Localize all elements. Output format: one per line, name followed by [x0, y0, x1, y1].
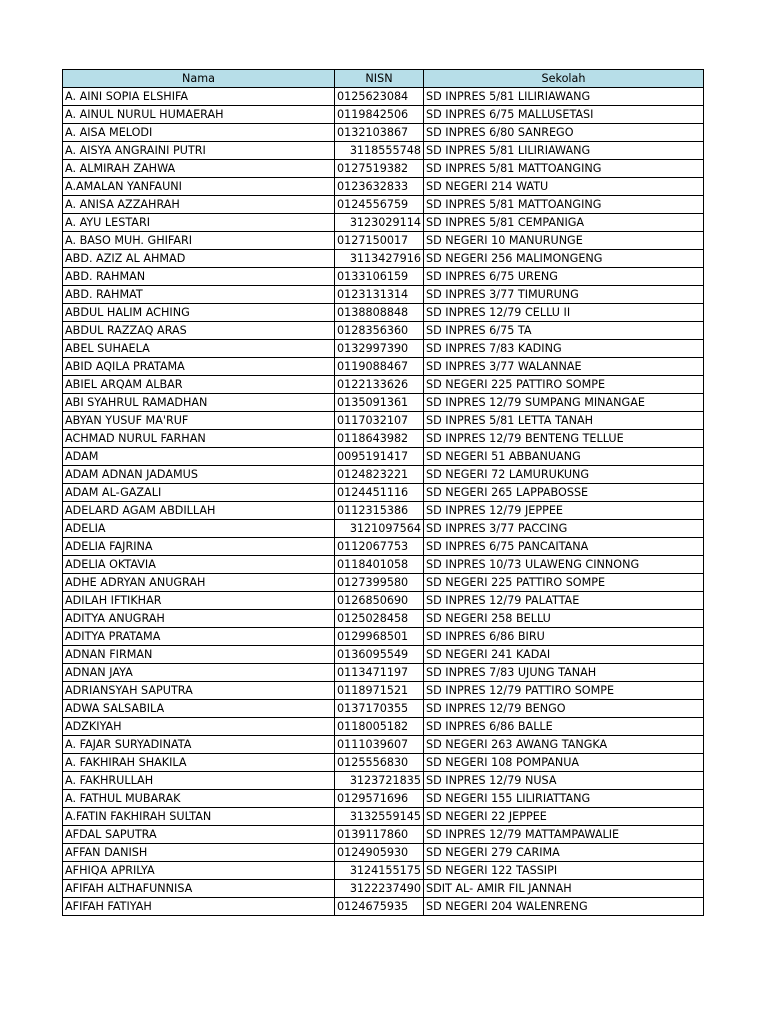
table-row [63, 898, 704, 916]
cell-nisn[interactable]: 0138808848 [335, 304, 424, 322]
cell-sekolah[interactable]: SD INPRES 3/77 TIMURUNG [424, 286, 704, 304]
table-row [63, 142, 704, 160]
cell-sekolah[interactable]: SD INPRES 6/75 PANCAITANA [424, 538, 704, 556]
cell-nama[interactable]: ADITYA PRATAMA [63, 628, 335, 646]
cell-nisn[interactable]: 0127519382 [335, 160, 424, 178]
cell-sekolah[interactable]: SD INPRES 12/79 BENTENG TELLUE [424, 430, 704, 448]
cell-nama[interactable]: AFIFAH ALTHAFUNNISA [63, 880, 335, 898]
table-row [63, 178, 704, 196]
table-row [63, 448, 704, 466]
cell-nisn[interactable]: 0136095549 [335, 646, 424, 664]
table-row [63, 484, 704, 502]
cell-nisn[interactable]: 0125556830 [335, 754, 424, 772]
cell-sekolah[interactable]: SD INPRES 12/79 PALATTAE [424, 592, 704, 610]
cell-sekolah[interactable]: SD INPRES 5/81 LETTA TANAH [424, 412, 704, 430]
table-row [63, 106, 704, 124]
cell-sekolah[interactable]: SD NEGERI 204 WALENRENG [424, 898, 704, 916]
column-header-nama[interactable]: Nama [63, 70, 335, 88]
cell-nisn[interactable]: 0129571696 [335, 790, 424, 808]
cell-nisn[interactable]: 0111039607 [335, 736, 424, 754]
cell-sekolah[interactable]: SD INPRES 6/75 TA [424, 322, 704, 340]
cell-sekolah[interactable]: SD INPRES 5/81 MATTOANGING [424, 196, 704, 214]
table-row [63, 268, 704, 286]
cell-sekolah[interactable]: SD INPRES 7/83 UJUNG TANAH [424, 664, 704, 682]
cell-nisn[interactable]: 0133106159 [335, 268, 424, 286]
table-row [63, 520, 704, 538]
cell-nisn[interactable]: 0124556759 [335, 196, 424, 214]
cell-sekolah[interactable]: SD INPRES 12/79 PATTIRO SOMPE [424, 682, 704, 700]
cell-sekolah[interactable]: SD NEGERI 155 LILIRIATTANG [424, 790, 704, 808]
cell-nama[interactable]: A. AYU LESTARI [63, 214, 335, 232]
cell-sekolah[interactable]: SD NEGERI 72 LAMURUKUNG [424, 466, 704, 484]
table-row [63, 646, 704, 664]
cell-sekolah[interactable]: SD INPRES 6/86 BIRU [424, 628, 704, 646]
cell-nisn[interactable]: 3118555748 [335, 142, 424, 160]
table-row [63, 772, 704, 790]
cell-nisn[interactable]: 0127399580 [335, 574, 424, 592]
cell-nisn[interactable]: 0137170355 [335, 700, 424, 718]
table-row [63, 880, 704, 898]
cell-sekolah[interactable]: SD NEGERI 263 AWANG TANGKA [424, 736, 704, 754]
cell-nama[interactable]: AFIFAH FATIYAH [63, 898, 335, 916]
cell-nisn[interactable]: 0095191417 [335, 448, 424, 466]
cell-sekolah[interactable]: SD NEGERI 256 MALIMONGENG [424, 250, 704, 268]
cell-nama[interactable]: A. ALMIRAH ZAHWA [63, 160, 335, 178]
header-row [63, 70, 704, 88]
table-row [63, 826, 704, 844]
cell-nama[interactable]: AFHIQA APRILYA [63, 862, 335, 880]
column-header-sekolah[interactable]: Sekolah [424, 70, 704, 88]
cell-nisn[interactable]: 0132997390 [335, 340, 424, 358]
cell-nisn[interactable]: 0117032107 [335, 412, 424, 430]
cell-nama[interactable]: AFFAN DANISH [63, 844, 335, 862]
cell-nama[interactable]: ADELIA OKTAVIA [63, 556, 335, 574]
cell-nama[interactable]: A. BASO MUH. GHIFARI [63, 232, 335, 250]
cell-sekolah[interactable]: SD INPRES 12/79 MATTAMPAWALIE [424, 826, 704, 844]
cell-nisn[interactable]: 3113427916 [335, 250, 424, 268]
cell-nama[interactable]: A. FAKHIRAH SHAKILA [63, 754, 335, 772]
cell-nama[interactable]: ADAM [63, 448, 335, 466]
table-row [63, 196, 704, 214]
cell-nisn[interactable]: 0118401058 [335, 556, 424, 574]
cell-nisn[interactable]: 0135091361 [335, 394, 424, 412]
cell-sekolah[interactable]: SD NEGERI 122 TASSIPI [424, 862, 704, 880]
cell-sekolah[interactable]: SDIT AL- AMIR FIL JANNAH [424, 880, 704, 898]
cell-nama[interactable]: ADNAN FIRMAN [63, 646, 335, 664]
cell-nama[interactable]: ADELIA [63, 520, 335, 538]
table-row [63, 592, 704, 610]
table-row [63, 466, 704, 484]
cell-sekolah[interactable]: SD INPRES 5/81 CEMPANIGA [424, 214, 704, 232]
cell-nisn[interactable]: 0124675935 [335, 898, 424, 916]
cell-nama[interactable]: A. AISA MELODI [63, 124, 335, 142]
cell-nama[interactable]: ADAM AL-GAZALI [63, 484, 335, 502]
table-row [63, 160, 704, 178]
cell-sekolah[interactable]: SD INPRES 5/81 LILIRIAWANG [424, 142, 704, 160]
cell-nisn[interactable]: 0129968501 [335, 628, 424, 646]
cell-nisn[interactable]: 0119842506 [335, 106, 424, 124]
table-row [63, 304, 704, 322]
cell-nama[interactable]: ADILAH IFTIKHAR [63, 592, 335, 610]
table-row [63, 376, 704, 394]
table-row [63, 556, 704, 574]
table-row [63, 502, 704, 520]
cell-nama[interactable]: ADRIANSYAH SAPUTRA [63, 682, 335, 700]
column-header-nisn[interactable]: NISN [335, 70, 424, 88]
cell-sekolah[interactable]: SD NEGERI 258 BELLU [424, 610, 704, 628]
cell-nama[interactable]: A.FATIN FAKHIRAH SULTAN [63, 808, 335, 826]
cell-nisn[interactable]: 3132559145 [335, 808, 424, 826]
table-row [63, 340, 704, 358]
cell-sekolah[interactable]: SD NEGERI 214 WATU [424, 178, 704, 196]
cell-nisn[interactable]: 0112067753 [335, 538, 424, 556]
cell-sekolah[interactable]: SD NEGERI 225 PATTIRO SOMPE [424, 574, 704, 592]
table-row [63, 430, 704, 448]
table-row [63, 412, 704, 430]
cell-nama[interactable]: ADITYA ANUGRAH [63, 610, 335, 628]
cell-sekolah[interactable]: SD NEGERI 279 CARIMA [424, 844, 704, 862]
cell-nama[interactable]: ABDUL RAZZAQ ARAS [63, 322, 335, 340]
table-row [63, 682, 704, 700]
cell-nama[interactable]: A. FAKHRULLAH [63, 772, 335, 790]
cell-nisn[interactable]: 0118971521 [335, 682, 424, 700]
cell-nisn[interactable]: 0127150017 [335, 232, 424, 250]
cell-nama[interactable]: A. FAJAR SURYADINATA [63, 736, 335, 754]
table-row [63, 736, 704, 754]
table-row [63, 628, 704, 646]
cell-sekolah[interactable]: SD NEGERI 265 LAPPABOSSE [424, 484, 704, 502]
cell-nama[interactable]: ABEL SUHAELA [63, 340, 335, 358]
cell-nisn[interactable]: 0126850690 [335, 592, 424, 610]
cell-nama[interactable]: ABI SYAHRUL RAMADHAN [63, 394, 335, 412]
cell-sekolah[interactable]: SD INPRES 12/79 BENGO [424, 700, 704, 718]
cell-nama[interactable]: AFDAL SAPUTRA [63, 826, 335, 844]
cell-nama[interactable]: ADZKIYAH [63, 718, 335, 736]
table-row [63, 322, 704, 340]
cell-nisn[interactable]: 0124451116 [335, 484, 424, 502]
cell-nama[interactable]: ABDUL HALIM ACHING [63, 304, 335, 322]
cell-nisn[interactable]: 0119088467 [335, 358, 424, 376]
cell-sekolah[interactable]: SD NEGERI 225 PATTIRO SOMPE [424, 376, 704, 394]
cell-nama[interactable]: ADHE ADRYAN ANUGRAH [63, 574, 335, 592]
cell-nama[interactable]: A. ANISA AZZAHRAH [63, 196, 335, 214]
table-row [63, 232, 704, 250]
cell-nisn[interactable]: 0123632833 [335, 178, 424, 196]
student-table [62, 69, 704, 916]
cell-nisn[interactable]: 0123131314 [335, 286, 424, 304]
table-row [63, 862, 704, 880]
cell-nama[interactable]: ABYAN YUSUF MA'RUF [63, 412, 335, 430]
table-row [63, 394, 704, 412]
cell-sekolah[interactable]: SD INPRES 6/75 MALLUSETASI [424, 106, 704, 124]
cell-nama[interactable]: ABIEL ARQAM ALBAR [63, 376, 335, 394]
cell-sekolah[interactable]: SD INPRES 5/81 LILIRIAWANG [424, 88, 704, 106]
cell-nama[interactable]: A. AINI SOPIA ELSHIFA [63, 88, 335, 106]
cell-nisn[interactable]: 3121097564 [335, 520, 424, 538]
cell-sekolah[interactable]: SD NEGERI 108 POMPANUA [424, 754, 704, 772]
cell-sekolah[interactable]: SD INPRES 5/81 MATTOANGING [424, 160, 704, 178]
table-row [63, 610, 704, 628]
cell-nisn[interactable]: 0125028458 [335, 610, 424, 628]
cell-nama[interactable]: ACHMAD NURUL FARHAN [63, 430, 335, 448]
cell-nama[interactable]: ABD. RAHMAT [63, 286, 335, 304]
cell-sekolah[interactable]: SD INPRES 3/77 PACCING [424, 520, 704, 538]
cell-nama[interactable]: A. AINUL NURUL HUMAERAH [63, 106, 335, 124]
table-row [63, 358, 704, 376]
cell-sekolah[interactable]: SD NEGERI 22 JEPPEE [424, 808, 704, 826]
cell-nama[interactable]: ABD. RAHMAN [63, 268, 335, 286]
table-row [63, 538, 704, 556]
cell-nama[interactable]: ADAM ADNAN JADAMUS [63, 466, 335, 484]
cell-nama[interactable]: A. FATHUL MUBARAK [63, 790, 335, 808]
table-row [63, 88, 704, 106]
cell-sekolah[interactable]: SD INPRES 12/79 JEPPEE [424, 502, 704, 520]
cell-nama[interactable]: ADELARD AGAM ABDILLAH [63, 502, 335, 520]
cell-nama[interactable]: A. AISYA ANGRAINI PUTRI [63, 142, 335, 160]
spreadsheet [62, 69, 703, 916]
cell-nisn[interactable]: 0132103867 [335, 124, 424, 142]
table-row [63, 214, 704, 232]
cell-nisn[interactable]: 0118643982 [335, 430, 424, 448]
cell-sekolah[interactable]: SD NEGERI 51 ABBANUANG [424, 448, 704, 466]
cell-sekolah[interactable]: SD INPRES 3/77 WALANNAE [424, 358, 704, 376]
table-row [63, 808, 704, 826]
table-row [63, 844, 704, 862]
cell-nama[interactable]: ADNAN JAYA [63, 664, 335, 682]
cell-sekolah[interactable]: SD INPRES 7/83 KADING [424, 340, 704, 358]
cell-sekolah[interactable]: SD NEGERI 241 KADAI [424, 646, 704, 664]
table-row [63, 664, 704, 682]
table-row [63, 718, 704, 736]
cell-nama[interactable]: ABD. AZIZ AL AHMAD [63, 250, 335, 268]
cell-nama[interactable]: A.AMALAN YANFAUNI [63, 178, 335, 196]
cell-nisn[interactable]: 0122133626 [335, 376, 424, 394]
cell-nisn[interactable]: 0112315386 [335, 502, 424, 520]
cell-sekolah[interactable]: SD INPRES 12/79 CELLU II [424, 304, 704, 322]
cell-sekolah[interactable]: SD NEGERI 10 MANURUNGE [424, 232, 704, 250]
table-row [63, 124, 704, 142]
cell-nisn[interactable]: 0125623084 [335, 88, 424, 106]
cell-nama[interactable]: ABID AQILA PRATAMA [63, 358, 335, 376]
cell-nisn[interactable]: 3124155175 [335, 862, 424, 880]
cell-nisn[interactable]: 0118005182 [335, 718, 424, 736]
table-row [63, 754, 704, 772]
table-row [63, 790, 704, 808]
cell-sekolah[interactable]: SD INPRES 6/80 SANREGO [424, 124, 704, 142]
cell-sekolah[interactable]: SD INPRES 12/79 NUSA [424, 772, 704, 790]
table-row [63, 250, 704, 268]
cell-nisn[interactable]: 3123029114 [335, 214, 424, 232]
table-row [63, 700, 704, 718]
cell-nisn[interactable]: 0124905930 [335, 844, 424, 862]
cell-nisn[interactable]: 0124823221 [335, 466, 424, 484]
cell-nisn[interactable]: 0139117860 [335, 826, 424, 844]
cell-sekolah[interactable]: SD INPRES 6/75 URENG [424, 268, 704, 286]
cell-nisn[interactable]: 3122237490 [335, 880, 424, 898]
table-row [63, 574, 704, 592]
cell-nama[interactable]: ADELIA FAJRINA [63, 538, 335, 556]
cell-sekolah[interactable]: SD INPRES 6/86 BALLE [424, 718, 704, 736]
cell-sekolah[interactable]: SD INPRES 10/73 ULAWENG CINNONG [424, 556, 704, 574]
cell-nisn[interactable]: 3123721835 [335, 772, 424, 790]
cell-nisn[interactable]: 0113471197 [335, 664, 424, 682]
cell-sekolah[interactable]: SD INPRES 12/79 SUMPANG MINANGAE [424, 394, 704, 412]
table-row [63, 286, 704, 304]
cell-nama[interactable]: ADWA SALSABILA [63, 700, 335, 718]
cell-nisn[interactable]: 0128356360 [335, 322, 424, 340]
